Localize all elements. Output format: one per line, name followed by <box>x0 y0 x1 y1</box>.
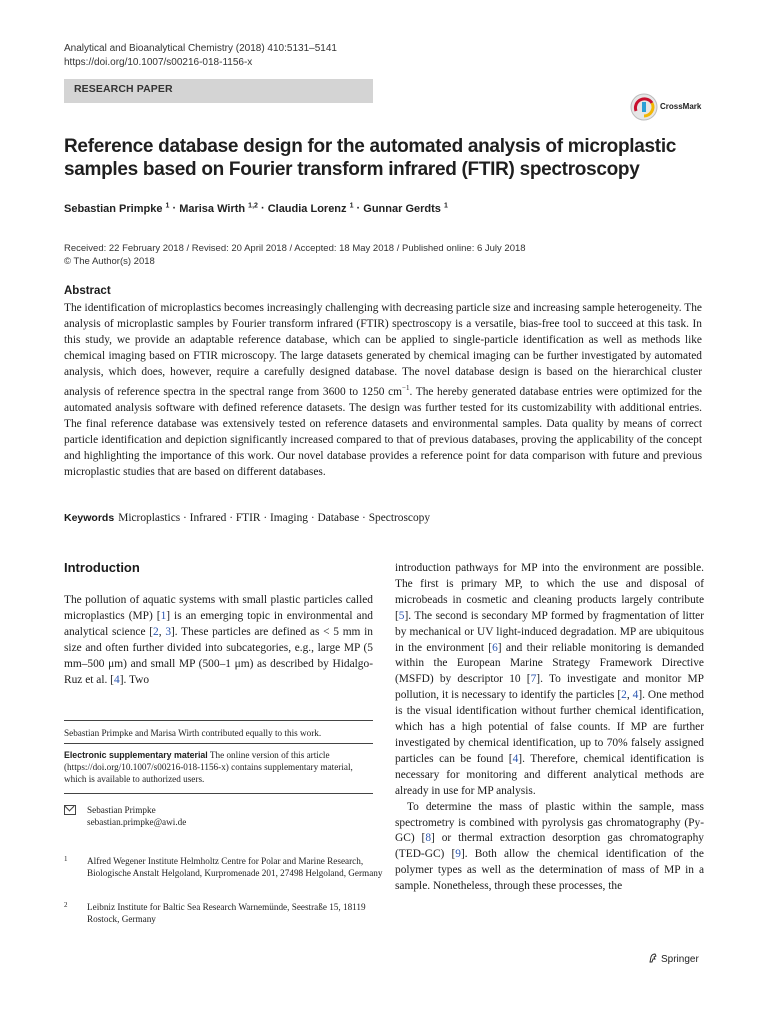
abstract-text-part1: The identification of microplastics becomes increasingly challenging with decreasing particle size and increasing sample heterogeneity. The analysis of microplastic samples by Fourier transform infrared (FTIR) spectroscopy is a versatile, bias-free tool to succeed at this task. In this study, we provide an adaptable reference database, which can be applied to single-particle identification as well as methods like chemical imaging based on FTIR microscopy. The large datasets generated by chemical imaging can be further investigated by automated analysis, which does, however, require a carefully designed database. The novel database design is based on the hierarchical cluster analysis of reference spectra in the spectral range from 3600 to 1250 cm <box>64 302 702 398</box>
introduction-right-column <box>395 561 704 895</box>
journal-citation: Analytical and Bioanalytical Chemistry (2018) 410:5131–5141 <box>64 43 337 54</box>
introduction-paragraph: To determine the mass of plastic within the sample, mass spectrometry is combined with pyrolysis gas chromatography (Py-GC) [8] or thermal extraction desorption gas chromatography (TED-GC) [9]. Both allow the chemical identification of the polymer types as well as the determination of mass of MP in a sample. Nonetheless, through these processes, the <box>395 800 704 893</box>
publisher-logo <box>648 953 699 965</box>
affiliation-number: 2 <box>64 901 68 909</box>
author-list <box>64 202 448 215</box>
contact-name: Sebastian Primpke <box>87 805 156 815</box>
author-separator: · <box>169 202 180 215</box>
keywords-label: Keywords <box>64 512 115 524</box>
keywords-line <box>64 512 704 524</box>
doi-link[interactable]: https://doi.org/10.1007/s00216-018-1156-x <box>64 57 253 68</box>
introduction-heading: Introduction <box>64 560 140 575</box>
esm-label: Electronic supplementary material <box>64 750 208 760</box>
affiliation-2 <box>64 901 384 931</box>
author-affiliation-mark: 1,2 <box>248 202 258 209</box>
author-affiliation-mark: 1 <box>443 202 448 209</box>
author-name[interactable]: Marisa Wirth $^{1,2}$ <box>179 202 258 215</box>
envelope-icon <box>64 805 76 815</box>
affiliation-text: Leibniz Institute for Baltic Sea Research Warnemünde, Seestraße 15, 18119 Rostock, Germany <box>87 902 366 924</box>
author-separator: · <box>353 202 364 215</box>
author-affiliation-mark: 1 <box>349 202 354 209</box>
affiliation-number: 1 <box>64 855 68 863</box>
article-dates: Received: 22 February 2018 / Revised: 20 April 2018 / Accepted: 18 May 2018 / Published online: 6 July 2018 <box>64 243 526 254</box>
article-type-label: RESEARCH PAPER <box>74 83 173 95</box>
article-title: Reference database design for the automated analysis of microplastic samples based on Fourier transform infrared (FTIR) spectroscopy <box>64 136 677 180</box>
footnote-divider <box>64 720 373 721</box>
author-name[interactable]: Gunnar Gerdts $^1$ <box>363 202 448 215</box>
author-separator: · <box>257 202 268 215</box>
keywords-list: Microplastics · Infrared · FTIR · Imaging · Database · Spectroscopy <box>118 512 431 524</box>
supplementary-material-note <box>64 749 373 785</box>
author-name[interactable]: Sebastian Primpke $^1$ <box>64 202 170 215</box>
abstract-text <box>64 300 702 480</box>
affiliation-1 <box>64 855 384 895</box>
copyright-notice: © The Author(s) 2018 <box>64 256 155 267</box>
abstract-heading: Abstract <box>64 285 111 297</box>
author-name[interactable]: Claudia Lorenz $^1$ <box>267 202 354 215</box>
contact-email[interactable]: sebastian.primpke@awi.de <box>87 817 187 827</box>
crossmark-label: CrossMark <box>660 102 702 111</box>
abstract-unit-exponent: −1 <box>402 384 410 392</box>
article-type-banner <box>64 79 373 103</box>
introduction-paragraph: introduction pathways for MP into the environment are possible. The first is primary MP, to which the use and disposal of microbeads in cosmetic and cleaning products largely contribute [5]. The second is secondary MP formed by fragmentation of litter by mechanical or UV light-induced degradation. MP are ubiquitous in the environment [6] and their reliable monitoring is demanded within the European Marine Strategy Framework Directive (MSFD) by descriptor 10 [7]. To investigate and monitor MP pollution, it is necessary to identify the particles [2, 4]. One method is the visual identification without further chemical identification, which has a high potential of false counts. If MP are further investigated by chemical identification, up to 70% falsely assigned particles can be found [4]. Therefore, chemical identification is necessary for monitoring and different analytical methods are already in use for MP analysis. <box>395 562 704 797</box>
crossmark-badge[interactable] <box>630 93 706 123</box>
footnote-divider <box>64 793 373 794</box>
springer-horse-icon <box>648 953 658 963</box>
esm-text: The online version of this article (https://doi.org/10.1007/s00216-018-1156-x) contains supplementary material, which is available to authorized users. <box>64 750 353 784</box>
affiliation-text: Alfred Wegener Institute Helmholtz Centre for Polar and Marine Research, Biologische Anstalt Helgoland, Kurpromenade 201, 27498 Helgoland, Germany <box>87 856 383 878</box>
author-affiliation-mark: 1 <box>165 202 170 209</box>
publisher-name: Springer <box>661 954 699 965</box>
equal-contribution-note: Sebastian Primpke and Marisa Wirth contributed equally to this work. <box>64 728 322 738</box>
crossmark-icon <box>630 93 658 121</box>
introduction-left-column: The pollution of aquatic systems with small plastic particles called microplastics (MP) [1] is an emerging topic in environmental and analytical science [2, 3]. These particles are defined as < 5 mm in size and often further divided into subcategories, e.g., large MP (5 mm–500 μm) and small MP (500–1 μm) as described by Hidalgo-Ruz et al. [4]. Two <box>64 594 373 686</box>
footnote-divider <box>64 743 373 744</box>
abstract-text-part2: . The hereby generated database entries were optimized for the automated analysis software with defined reference datasets. The design was further tested for its customizability with additional entries. The final reference database was extensively tested on reference datasets and environmental samples. Data quality by means of correct particle identification and depiction significantly increased compared to that of previous databases, proving the applicability of the concept and highlighting the importance of this work. Our novel database provides a reference point for data comparison with future and previous microplastic studies that are based on different databases. <box>64 385 702 478</box>
